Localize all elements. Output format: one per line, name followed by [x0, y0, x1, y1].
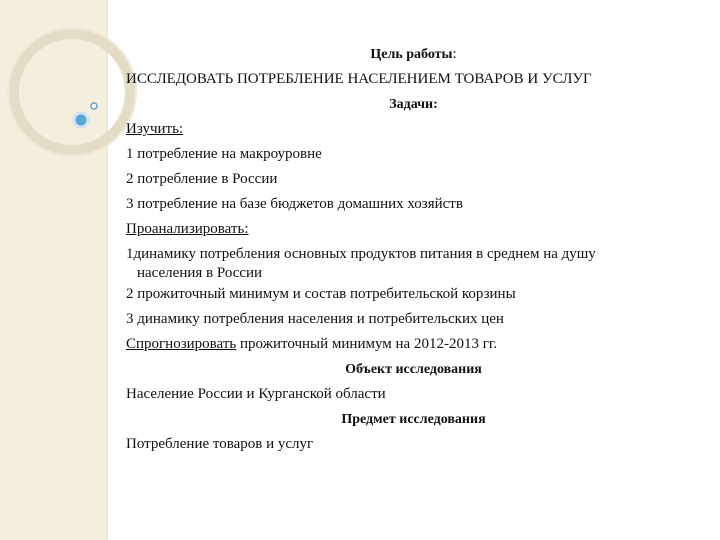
goal-colon: :	[452, 46, 457, 62]
object-text: Население России и Курганской области	[126, 386, 386, 402]
goal-heading	[126, 42, 701, 67]
analyze-item-continuation: населения в России	[137, 265, 263, 281]
subject-heading: Предмет исследования	[341, 412, 486, 427]
forecast-word: Спрогнозировать	[126, 336, 237, 352]
tasks-colon: :	[433, 97, 438, 112]
study-item: 2 потребление в России	[126, 171, 278, 187]
outer-ring-icon	[8, 28, 136, 156]
study-item: 1 потребление на макроуровне	[126, 146, 322, 162]
subject-text: Потребление товаров и услуг	[126, 436, 314, 452]
tasks-label: Задачи	[389, 97, 434, 112]
blue-dot-icon	[74, 113, 88, 127]
tasks-heading	[126, 92, 701, 117]
study-heading: Изучить:	[126, 121, 184, 137]
forecast-text: прожиточный минимум на 2012-2013 гг.	[236, 336, 498, 352]
forecast-line	[126, 332, 701, 357]
object-heading: Объект исследования	[345, 362, 482, 377]
analyze-item: 1динамику потребления основных продуктов питания в среднем на душу	[126, 246, 596, 262]
goal-title: ИССЛЕДОВАТЬ ПОТРЕБЛЕНИЕ НАСЕЛЕНИЕМ ТОВАРОВ И УСЛУГ	[126, 71, 592, 87]
large-ring-icon	[14, 34, 130, 150]
small-dot-icon	[91, 103, 97, 109]
goal-label: Цель работы	[370, 47, 453, 62]
analyze-item: 3 динамику потребления населения и потребительских цен	[126, 311, 504, 327]
slide-content	[126, 42, 701, 457]
analyze-heading: Проанализировать:	[126, 221, 249, 237]
analyze-item: 2 прожиточный минимум и состав потребительской корзины	[126, 286, 516, 302]
study-item: 3 потребление на базе бюджетов домашних хозяйств	[126, 196, 463, 212]
